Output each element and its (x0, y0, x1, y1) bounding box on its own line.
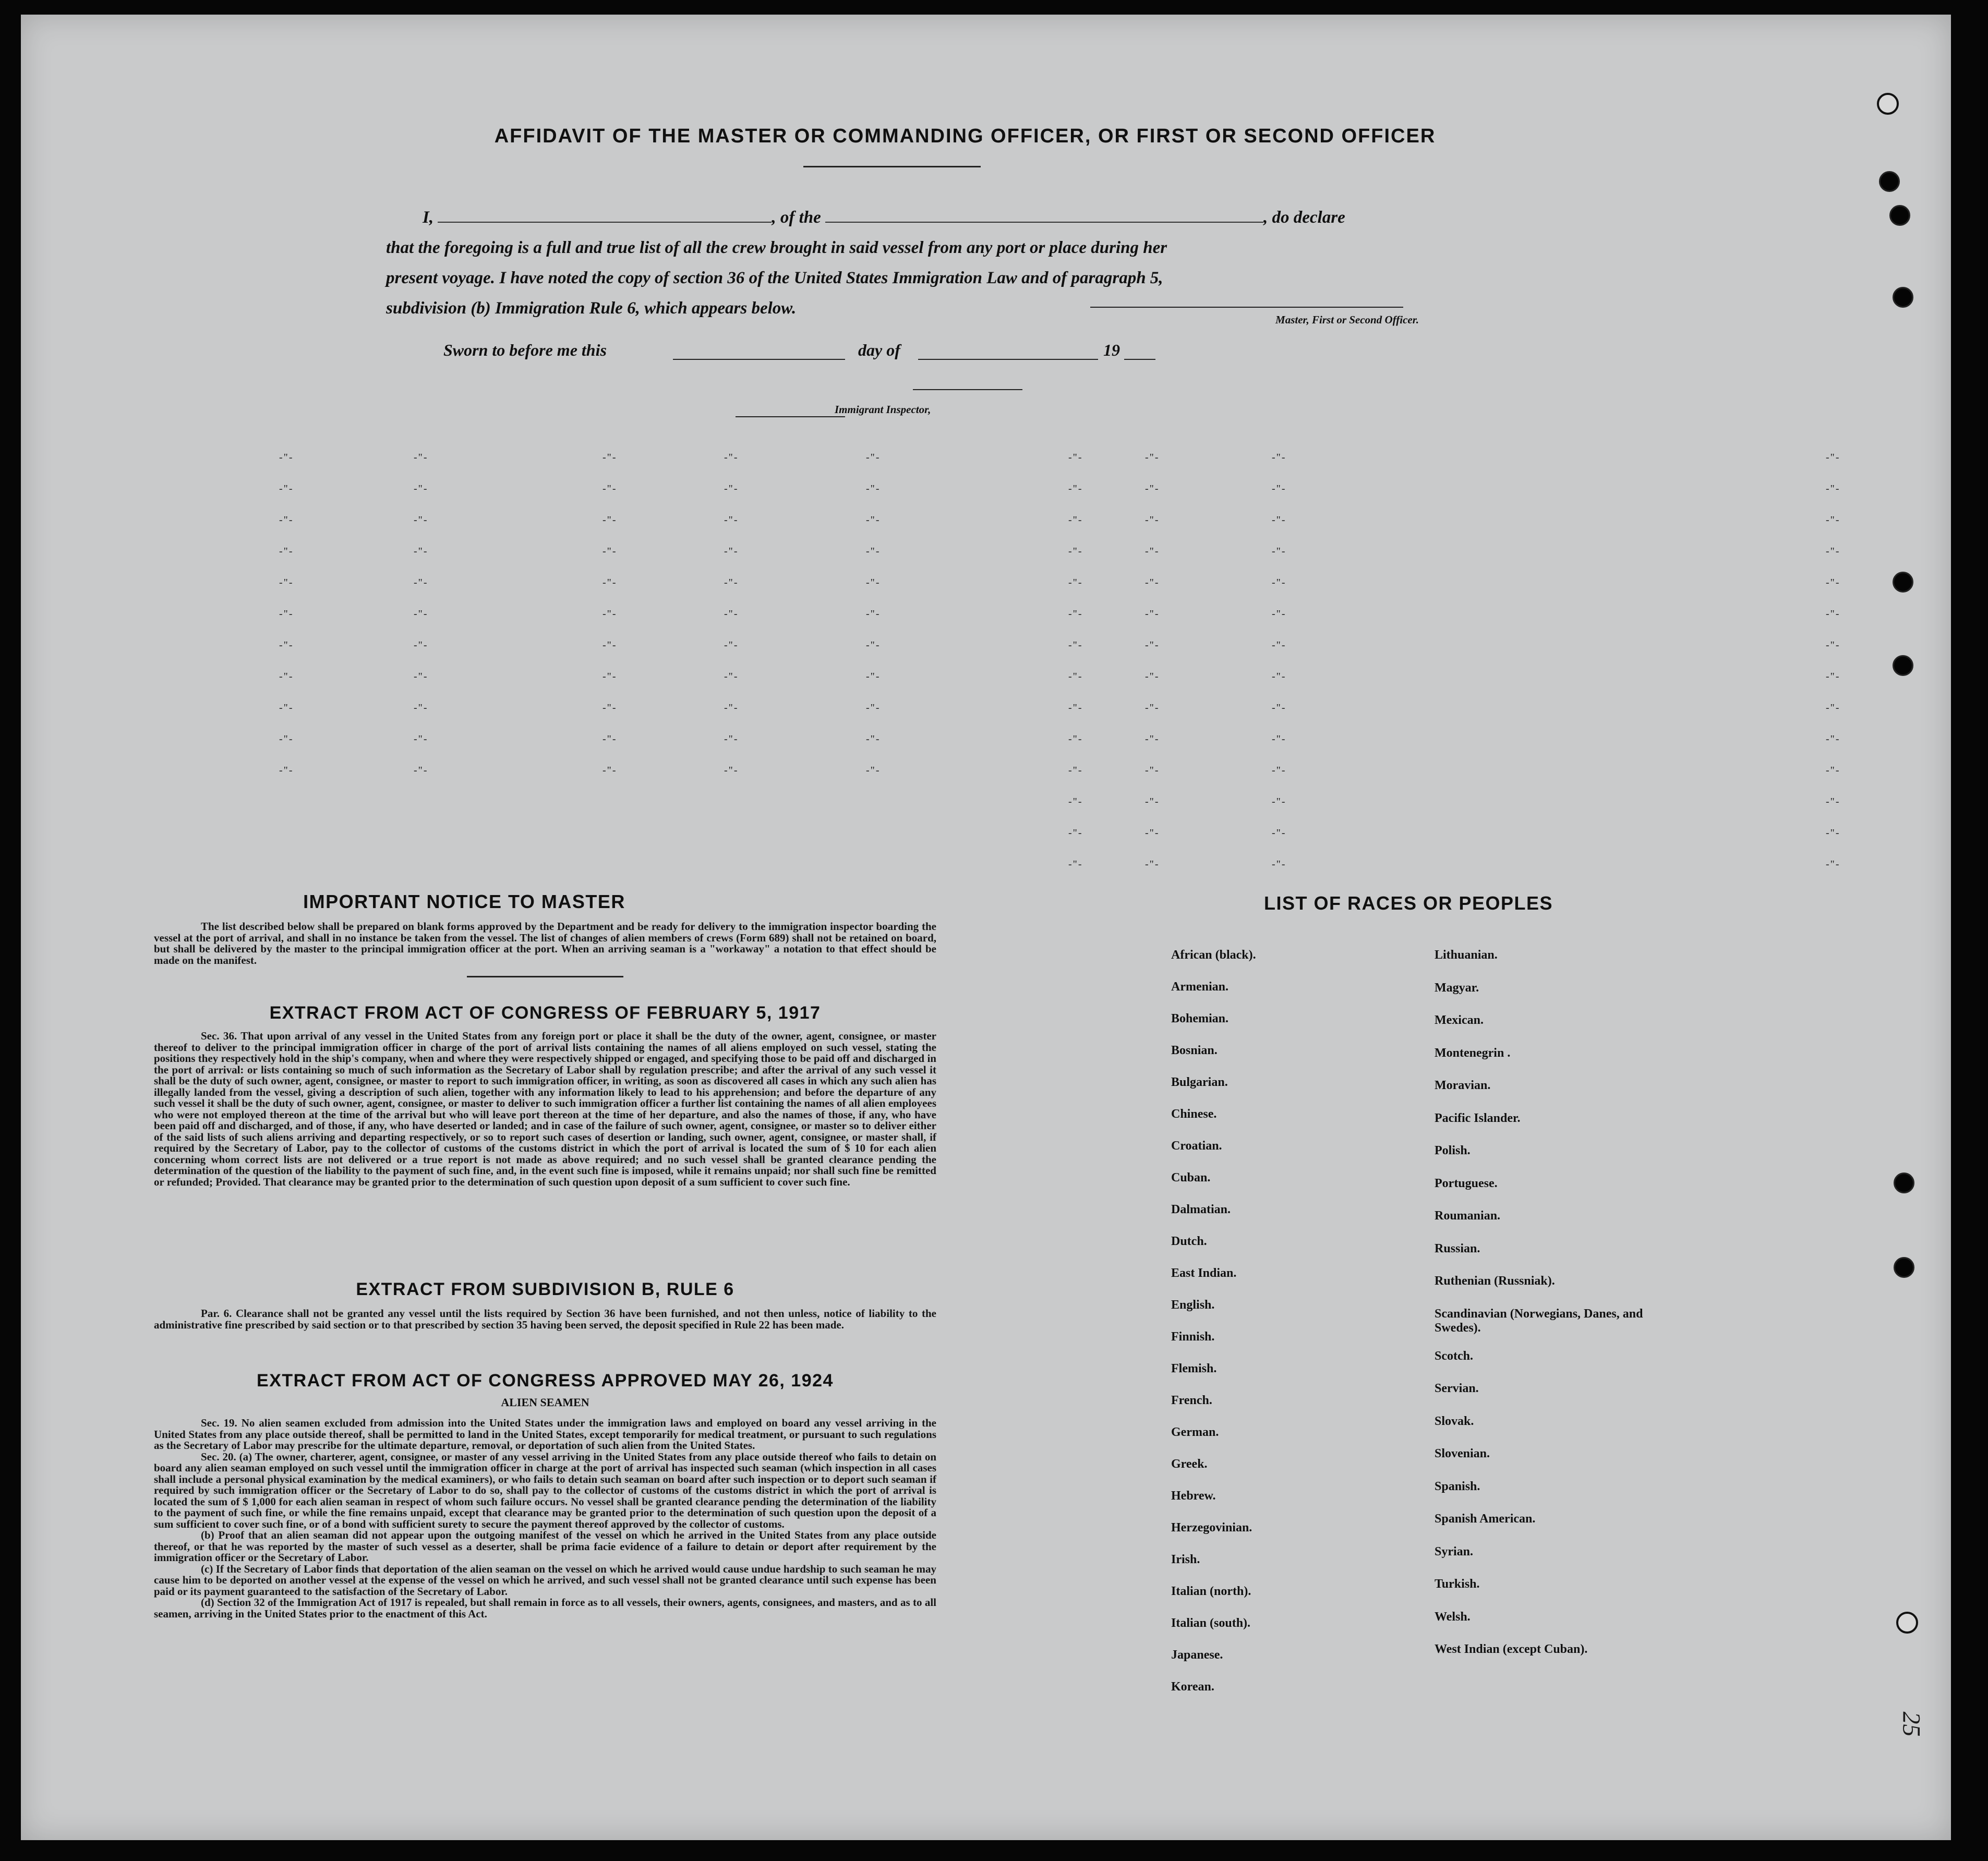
ditto-mark: -"- (1272, 546, 1286, 557)
ditto-mark: -"- (1826, 827, 1840, 839)
ditto-mark: -"- (1068, 577, 1083, 588)
ditto-mark: -"- (279, 702, 294, 714)
race-item: Greek. (1171, 1457, 1208, 1471)
year-blank[interactable] (1124, 359, 1155, 360)
sec20c-paragraph: (c) If the Secretary of Labor finds that deportation of the alien seaman on the vessel on which he arrived would cause undue hardship to such seaman he may cause him to be deported on another vessel at the expense of the vessel on which he arrived, and such vessel shall not be granted clearance until such expense has been paid or its payment guaranteed to the satisfaction of the Secretary of Labor. (154, 1562, 936, 1598)
race-item: Italian (north). (1171, 1585, 1251, 1598)
race-item: Bohemian. (1171, 1012, 1229, 1025)
ditto-mark: -"- (866, 765, 881, 776)
ditto-mark: -"- (279, 765, 294, 776)
ditto-mark: -"- (1145, 702, 1160, 714)
race-item: Spanish. (1435, 1479, 1480, 1493)
master-label: Master, First or Second Officer. (1275, 313, 1419, 326)
year-prefix: 19 (1103, 341, 1120, 359)
ditto-mark: -"- (1826, 546, 1840, 557)
decl-declare: , do declare (1263, 208, 1345, 227)
ditto-mark: -"- (279, 733, 294, 745)
page-number: 25 (1897, 1711, 1925, 1737)
race-item: Korean. (1171, 1680, 1214, 1694)
ditto-mark: -"- (603, 608, 617, 620)
binder-hole-open-1 (1877, 93, 1899, 115)
race-item: Lithuanian. (1435, 948, 1498, 962)
race-item: English. (1171, 1298, 1215, 1312)
ditto-mark: -"- (1826, 577, 1840, 588)
affidavit-declaration (386, 202, 1419, 323)
sworn-text: Sworn to before me this (443, 341, 607, 359)
race-item: Ruthenian (Russniak). (1435, 1274, 1555, 1288)
ditto-mark: -"- (603, 452, 617, 463)
race-item: Armenian. (1171, 980, 1228, 994)
decl-line-3: present voyage. I have noted the copy of section 36 of the United States Immigration Law and of paragraph 5, (386, 269, 1163, 287)
ditto-mark: -"- (603, 733, 617, 745)
inspector-line-upper (913, 389, 1022, 390)
ditto-mark: -"- (724, 577, 739, 588)
ditto-mark: -"- (414, 671, 428, 682)
ditto-mark: -"- (724, 608, 739, 620)
binder-hole-2 (1889, 205, 1910, 226)
ditto-mark: -"- (1068, 827, 1083, 839)
binder-hole-7 (1894, 1257, 1914, 1278)
affidavit-title: AFFIDAVIT OF THE MASTER OR COMMANDING OFFICER, OR FIRST OR SECOND OFFICER (494, 125, 1436, 147)
ditto-mark: -"- (603, 639, 617, 651)
ditto-mark: -"- (1826, 452, 1840, 463)
ditto-mark: -"- (1272, 577, 1286, 588)
ditto-mark: -"- (1068, 639, 1083, 651)
ditto-mark: -"- (279, 452, 294, 463)
ditto-mark: -"- (866, 639, 881, 651)
ditto-mark: -"- (414, 608, 428, 620)
ditto-mark: -"- (724, 546, 739, 557)
ditto-mark: -"- (1145, 671, 1160, 682)
race-item: Scotch. (1435, 1349, 1473, 1363)
ditto-mark: -"- (724, 639, 739, 651)
ditto-mark: -"- (1826, 733, 1840, 745)
ditto-mark: -"- (724, 702, 739, 714)
sec20d-paragraph: (d) Section 32 of the Immigration Act of 1917 is repealed, but shall remain in force as to all vessels, their owners, agents, consignees, and masters, and as to all seamen, arriving in the United States prior to the enactment of this Act. (154, 1596, 936, 1620)
ditto-mark: -"- (866, 577, 881, 588)
extract-1924-text (154, 1418, 936, 1620)
binder-hole-5 (1893, 655, 1913, 676)
extract-1924-title: EXTRACT FROM ACT OF CONGRESS APPROVED MAY 26, 1924 (257, 1371, 834, 1391)
race-item: Pacific Islander. (1435, 1111, 1521, 1125)
ditto-mark: -"- (1826, 765, 1840, 776)
ditto-mark: -"- (1826, 514, 1840, 526)
ditto-mark: -"- (1068, 702, 1083, 714)
ditto-mark: -"- (724, 483, 739, 494)
binder-hole-6 (1894, 1173, 1914, 1193)
day-of-text: day of (858, 341, 900, 359)
ditto-mark: -"- (1272, 514, 1286, 526)
inspector-label: Immigrant Inspector, (835, 403, 931, 416)
races-title: LIST OF RACES OR PEOPLES (1263, 892, 1553, 914)
race-item: Scandinavian (Norwegians, Danes, and Swedes). (1435, 1307, 1643, 1335)
ditto-mark: -"- (279, 483, 294, 494)
ditto-mark: -"- (1272, 733, 1286, 745)
ditto-mark: -"- (1272, 671, 1286, 682)
ditto-mark: -"- (279, 577, 294, 588)
extract-1917-text (154, 1031, 936, 1188)
race-item: Herzegovinian. (1171, 1521, 1252, 1534)
race-item: Portuguese. (1435, 1176, 1498, 1190)
race-item: German. (1171, 1425, 1219, 1439)
decl-i: I, (423, 208, 434, 227)
ditto-mark: -"- (1145, 796, 1160, 807)
name-blank[interactable] (438, 208, 772, 223)
race-item: Bulgarian. (1171, 1075, 1228, 1089)
ditto-mark: -"- (603, 577, 617, 588)
notice-divider (467, 976, 623, 977)
ditto-mark: -"- (603, 483, 617, 494)
ditto-mark: -"- (414, 577, 428, 588)
ditto-mark: -"- (1068, 859, 1083, 870)
ditto-mark: -"- (1272, 702, 1286, 714)
race-item: Italian (south). (1171, 1616, 1251, 1630)
race-item: Servian. (1435, 1382, 1479, 1396)
race-item: Polish. (1435, 1144, 1471, 1157)
ditto-mark: -"- (1068, 733, 1083, 745)
sec19-paragraph: Sec. 19. No alien seamen excluded from admission into the United States under the immigration laws and employed on board any vessel arriving in the United States from any place outside thereof, shall be permitted to land in the United States, except temporarily for medical treatment, or pursuant to such regulations as the Secretary of Labor may prescribe for the ultimate departure, removal, or deportation of such alien from the United States. (154, 1417, 936, 1452)
extract-rule6-paragraph: Par. 6. Clearance shall not be granted any vessel until the lists required by Section 36 have been furnished, and not then unless, notice of liability to the administrative fine prescribed by said section or to that prescribed by section 35 having been served, the deposit specified in Rule 22 has been made. (154, 1307, 936, 1331)
race-item: Flemish. (1171, 1362, 1217, 1375)
ditto-mark: -"- (1272, 796, 1286, 807)
ditto-mark: -"- (1272, 827, 1286, 839)
ditto-mark: -"- (1272, 639, 1286, 651)
extract-rule6-text (154, 1308, 936, 1331)
extract-1917-title: EXTRACT FROM ACT OF CONGRESS OF FEBRUARY 5, 1917 (269, 1003, 821, 1023)
notice-title: IMPORTANT NOTICE TO MASTER (303, 891, 625, 912)
ditto-mark: -"- (1826, 483, 1840, 494)
notice-text (154, 921, 936, 966)
ditto-mark: -"- (1826, 608, 1840, 620)
ditto-mark: -"- (866, 608, 881, 620)
ditto-mark: -"- (414, 765, 428, 776)
ditto-mark: -"- (1145, 577, 1160, 588)
notice-paragraph: The list described below shall be prepared on blank forms approved by the Department and be ready for delivery to the immigration inspector boarding the vessel at the port of arrival, and shall in no instance be taken from the vessel. The list of changes of alien members of crews (Form 689) shall not be retained on board, but shall be delivered by the master to the principal immigration officer at the port. When an arriving seaman is a "workaway" a notation to that effect should be made on the manifest. (154, 920, 936, 966)
ditto-mark: -"- (1145, 514, 1160, 526)
race-item: Roumanian. (1435, 1209, 1501, 1223)
ditto-mark: -"- (1068, 608, 1083, 620)
binder-hole-4 (1893, 572, 1913, 593)
decl-line-4: subdivision (b) Immigration Rule 6, which appears below. (386, 299, 797, 318)
ditto-mark: -"- (1145, 546, 1160, 557)
ditto-mark: -"- (1068, 765, 1083, 776)
binder-hole-3 (1893, 287, 1913, 308)
ditto-mark: -"- (603, 765, 617, 776)
ditto-mark: -"- (1272, 483, 1286, 494)
decl-of: , of the (772, 208, 821, 227)
ditto-mark: -"- (866, 514, 881, 526)
ditto-mark: -"- (724, 452, 739, 463)
ditto-mark: -"- (866, 483, 881, 494)
extract-rule6-title: EXTRACT FROM SUBDIVISION B, RULE 6 (356, 1279, 734, 1299)
race-item: Moravian. (1435, 1079, 1491, 1092)
ditto-mark: -"- (1145, 452, 1160, 463)
ditto-mark: -"- (1145, 733, 1160, 745)
race-item: West Indian (except Cuban). (1435, 1642, 1588, 1657)
race-item: French. (1171, 1394, 1212, 1407)
ditto-mark: -"- (603, 671, 617, 682)
ditto-mark: -"- (1145, 765, 1160, 776)
title-underline (803, 166, 981, 167)
ditto-mark: -"- (1068, 546, 1083, 557)
ditto-mark: -"- (1272, 765, 1286, 776)
ditto-mark: -"- (1272, 859, 1286, 870)
master-signature-line[interactable] (1090, 307, 1403, 308)
race-item: Montenegrin . (1435, 1046, 1511, 1060)
race-item: Syrian. (1435, 1544, 1474, 1558)
ditto-mark: -"- (866, 733, 881, 745)
ditto-mark: -"- (1826, 671, 1840, 682)
ditto-mark: -"- (1145, 827, 1160, 839)
race-item: Slovenian. (1435, 1447, 1490, 1461)
race-item: Croatian. (1171, 1139, 1222, 1153)
sworn-month-blank[interactable] (918, 359, 1098, 360)
race-item: Spanish American. (1435, 1512, 1536, 1526)
ditto-mark: -"- (724, 765, 739, 776)
ditto-mark: -"- (1068, 671, 1083, 682)
ditto-mark: -"- (414, 514, 428, 526)
extract-1924-subtitle: ALIEN SEAMEN (501, 1396, 589, 1409)
ditto-mark: -"- (1068, 514, 1083, 526)
sec20b-paragraph: (b) Proof that an alien seaman did not appear upon the outgoing manifest of the vessel on which he arrived in the United States from any place outside thereof, or that he was reported by the master of such vessel as a deserter, shall be prima facie evidence of a failure to detain or deport after requirement by the immigration officer or the Secretary of Labor. (154, 1529, 936, 1564)
ditto-mark: -"- (724, 671, 739, 682)
ditto-mark: -"- (1068, 796, 1083, 807)
race-item: Slovak. (1435, 1414, 1474, 1428)
ditto-mark: -"- (1145, 483, 1160, 494)
vessel-blank[interactable] (825, 208, 1263, 223)
race-item: Welsh. (1435, 1610, 1471, 1624)
ditto-mark: -"- (1145, 608, 1160, 620)
race-item: Bosnian. (1171, 1044, 1218, 1057)
ditto-mark: -"- (414, 639, 428, 651)
ditto-mark: -"- (724, 514, 739, 526)
binder-hole-open-2 (1896, 1612, 1918, 1634)
ditto-mark: -"- (866, 671, 881, 682)
sworn-day-blank[interactable] (673, 359, 845, 360)
ditto-mark: -"- (1068, 452, 1083, 463)
decl-line-2: that the foregoing is a full and true list of all the crew brought in said vessel from any port or place during her (386, 238, 1167, 257)
ditto-mark: -"- (279, 514, 294, 526)
ditto-mark: -"- (1826, 702, 1840, 714)
race-item: Finnish. (1171, 1330, 1215, 1344)
ditto-mark: -"- (279, 639, 294, 651)
ditto-mark: -"- (724, 733, 739, 745)
ditto-mark: -"- (279, 671, 294, 682)
race-item: Mexican. (1435, 1013, 1484, 1027)
document-sheet (21, 15, 1951, 1840)
ditto-mark: -"- (414, 546, 428, 557)
extract-1917-paragraph: Sec. 36. That upon arrival of any vessel in the United States from any foreign port or place it shall be the duty of the owner, agent, consignee, or master thereof to deliver to the principal immigration officer in charge of the port of arrival lists containing the names of all aliens employed on such vessel, stating the positions they respectively hold in the ship's company, when and where they were respectively shipped or engaged, and specifying those to be paid off and discharged in the port of arrival: or lists containing so much of such information as the Secretary of Labor shall by regulation prescribe; and after the arrival of any such vessel it shall be the duty of such owner, agent, consignee, or master to report to such immigration officer, in writing, as soon as discovered all cases in which any such alien has illegally landed from the vessel, giving a description of such alien, together with any information likely to lead to his apprehension; and before the departure of any such vessel it shall be the duty of such owner, agent, consignee, or master to deliver to such immigration officer a further list containing the names of all alien employees who were not employed thereon at the time of the arrival but who will leave port thereon at the time of her departure, and also the names of those, if any, who have been paid off and discharged, and of those, if any, who have deserted or landed; and in case of the failure of such owner, agent, consignee, or master so to deliver either of the said lists of such aliens arriving and departing respectively, or so to report such cases of desertion or landing, such owner, agent, consignee, or master shall, if required by the Secretary of Labor, pay to the collector of customs of the customs district in which the port of arrival is located the sum of $ 10 for each alien concerning whom correct lists are not delivered or a true report is not made as above required; and no such vessel shall be granted clearance pending the determination of the question of the liability to the payment of such fine, and, in the event such fine is imposed, while it remains unpaid; nor shall such fine be remitted or refunded; Provided. That clearance may be granted prior to the determination of such question upon deposit of a sum sufficient to cover such fine. (154, 1030, 936, 1188)
race-item: Russian. (1435, 1241, 1480, 1255)
race-item: Dalmatian. (1171, 1203, 1231, 1216)
binder-hole-1 (1879, 171, 1900, 192)
ditto-mark: -"- (603, 702, 617, 714)
ditto-mark: -"- (866, 452, 881, 463)
ditto-mark: -"- (1068, 483, 1083, 494)
ditto-mark: -"- (603, 514, 617, 526)
ditto-mark: -"- (1826, 639, 1840, 651)
ditto-mark: -"- (1272, 452, 1286, 463)
ditto-mark: -"- (414, 702, 428, 714)
ditto-mark: -"- (1145, 859, 1160, 870)
ditto-mark: -"- (414, 483, 428, 494)
race-item: Irish. (1171, 1553, 1200, 1566)
inspector-line-lower[interactable] (736, 416, 845, 417)
ditto-mark: -"- (279, 608, 294, 620)
ditto-mark: -"- (1272, 608, 1286, 620)
ditto-mark: -"- (866, 546, 881, 557)
race-item: Dutch. (1171, 1235, 1207, 1248)
ditto-mark: -"- (279, 546, 294, 557)
race-item: Chinese. (1171, 1107, 1217, 1121)
race-item: Turkish. (1435, 1577, 1480, 1591)
ditto-mark: -"- (866, 702, 881, 714)
ditto-mark: -"- (603, 546, 617, 557)
ditto-mark: -"- (414, 733, 428, 745)
race-item: Japanese. (1171, 1648, 1223, 1662)
ditto-mark: -"- (1145, 639, 1160, 651)
race-item: African (black). (1171, 948, 1256, 962)
ditto-mark: -"- (1826, 859, 1840, 870)
sec20a-paragraph: Sec. 20. (a) The owner, charterer, agent, consignee, or master of any vessel arriving in the United States from any place outside thereof who fails to detain on board any alien seaman employed on such vessel until the immigration officer in charge at the port of arrival has inspected such seaman (which inspection in all cases shall include a personal physical examination by the medical examiners), or who fails to detain such seaman on board after such inspection or to deport such seaman if required by such immigration officer or the Secretary of Labor to do so, shall pay to the collector of customs of the customs district in which the port of arrival is located the sum of $ 1,000 for each alien seaman in respect of whom such failure occurs. No vessel shall be granted clearance pending the determination of the liability to the payment of such fine, or while the fine remains unpaid, except that clearance may be granted prior to the determination of such question upon the deposit of a sum sufficient to cover such fine, or of a bond with sufficient surety to secure the payment thereof approved by the collector of customs. (154, 1450, 936, 1530)
race-item: East Indian. (1171, 1266, 1237, 1280)
race-item: Cuban. (1171, 1171, 1211, 1185)
race-item: Hebrew. (1171, 1489, 1216, 1503)
ditto-mark: -"- (1826, 796, 1840, 807)
race-item: Magyar. (1435, 981, 1479, 995)
ditto-mark: -"- (414, 452, 428, 463)
